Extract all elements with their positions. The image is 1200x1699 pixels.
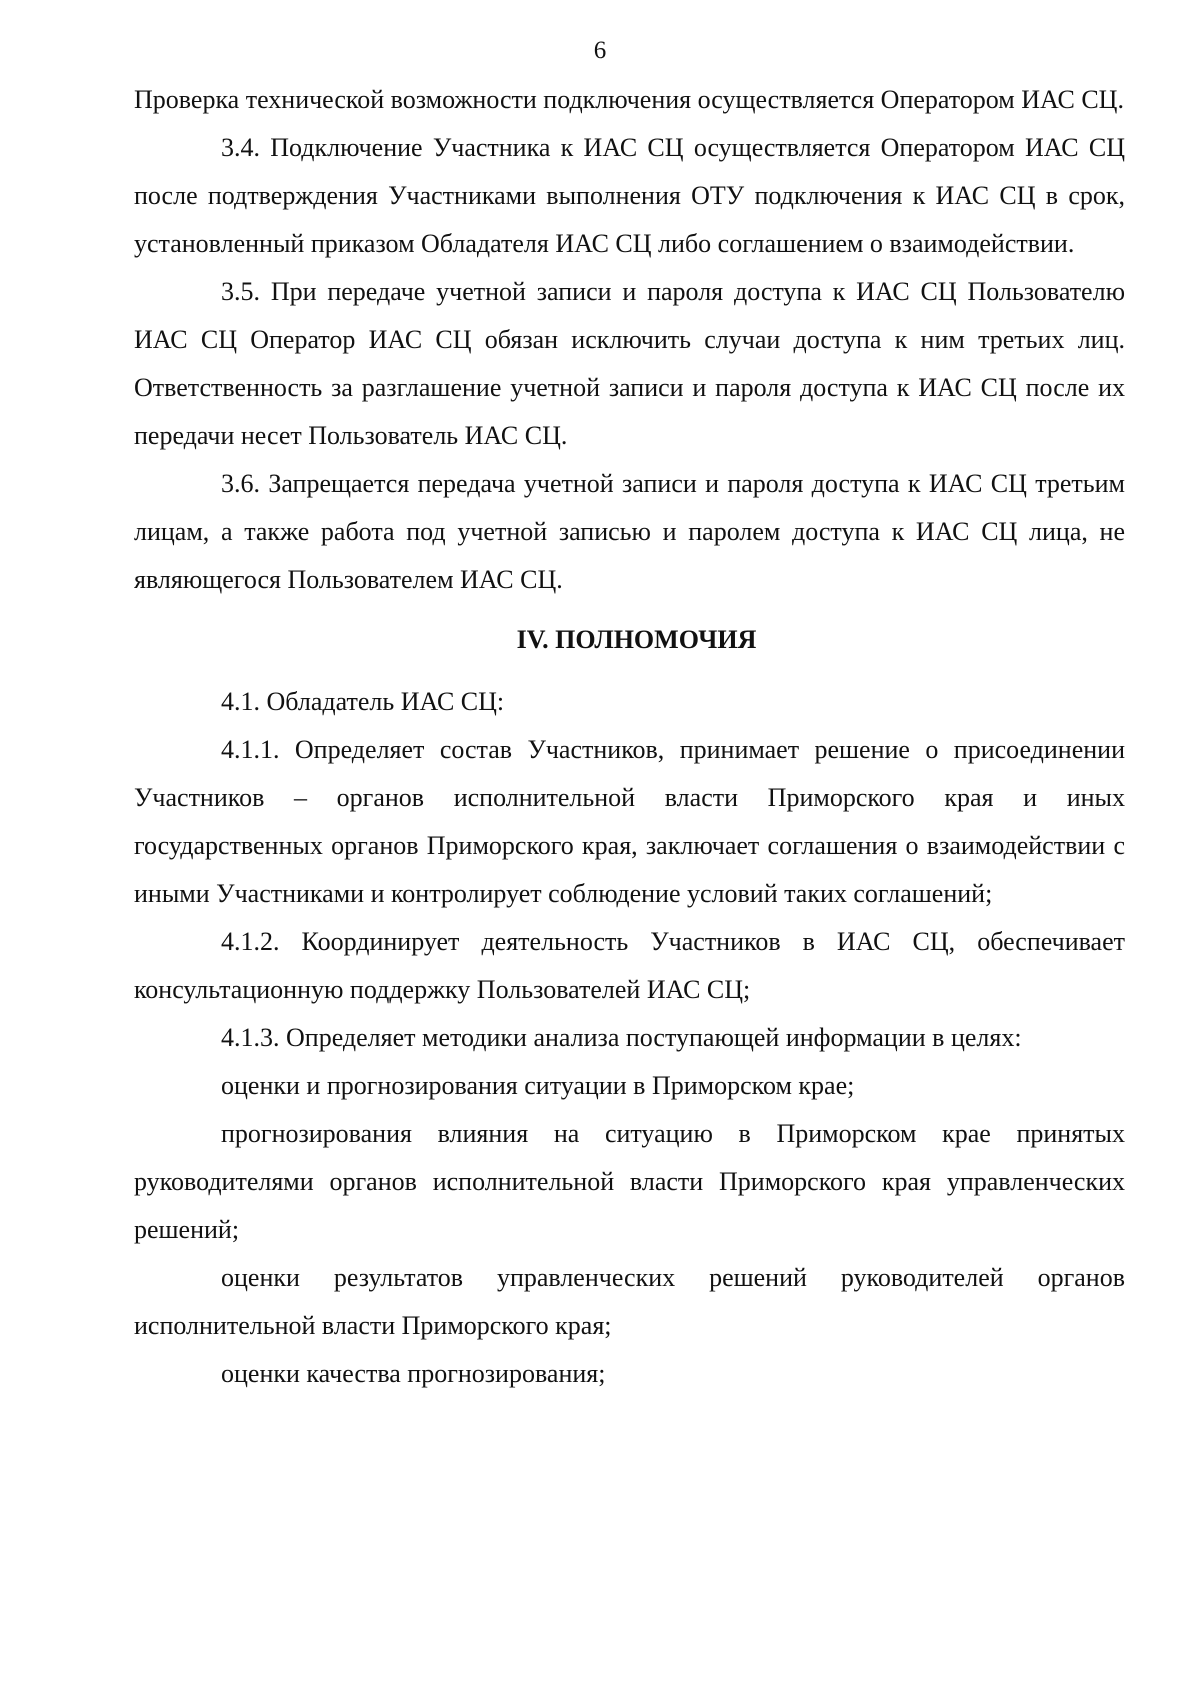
paragraph-4-1-3: 4.1.3. Определяет методики анализа поступающей информации в целях: [221,1023,1022,1052]
list-item: оценки результатов управленческих решений руководителей органов исполнительной власти Приморского края; [134,1263,1125,1340]
section-heading: IV. ПОЛНОМОЧИЯ [516,625,757,654]
paragraph-4-1-2: 4.1.2. Координирует деятельность Участников в ИАС СЦ, обеспечивает консультационную поддержку Пользователей ИАС СЦ; [134,927,1125,1004]
list-item: оценки качества прогнозирования; [221,1359,606,1388]
paragraph-4-1: 4.1. Обладатель ИАС СЦ: [221,687,505,716]
page-number: 6 [593,37,607,64]
list-item: прогнозирования влияния на ситуацию в Приморском крае принятых руководителями органов исполнительной власти Приморского края управленческих решений; [134,1119,1125,1244]
paragraph-3-6: 3.6. Запрещается передача учетной записи и пароля доступа к ИАС СЦ третьим лицам, а также работа под учетной записью и паролем доступа к ИАС СЦ лица, не являющегося Пользователем ИАС СЦ. [134,469,1125,594]
paragraph-4-1-1: 4.1.1. Определяет состав Участников, принимает решение о присоединении Участников – органов исполнительной власти Приморского края и иных государственных органов Приморского края, заключает соглашения о взаимодействии с иными Участниками и контролирует соблюдение условий таких соглашений; [134,735,1125,908]
paragraph-3-5: 3.5. При передаче учетной записи и пароля доступа к ИАС СЦ Пользователю ИАС СЦ Оператор ИАС СЦ обязан исключить случаи доступа к ним третьих лиц. Ответственность за разглашение учетной записи и пароля доступа к ИАС СЦ после их передачи несет Пользователь ИАС СЦ. [134,277,1125,450]
paragraph: Проверка технической возможности подключения осуществляется Оператором ИАС СЦ. [134,85,1124,114]
list-item: оценки и прогнозирования ситуации в Приморском крае; [221,1071,855,1100]
paragraph-3-4: 3.4. Подключение Участника к ИАС СЦ осуществляется Оператором ИАС СЦ после подтверждения Участниками выполнения ОТУ подключения к ИАС СЦ в срок, установленный приказом Обладателя ИАС СЦ либо соглашением о взаимодействии. [134,133,1125,258]
document-body [134,76,1125,1398]
